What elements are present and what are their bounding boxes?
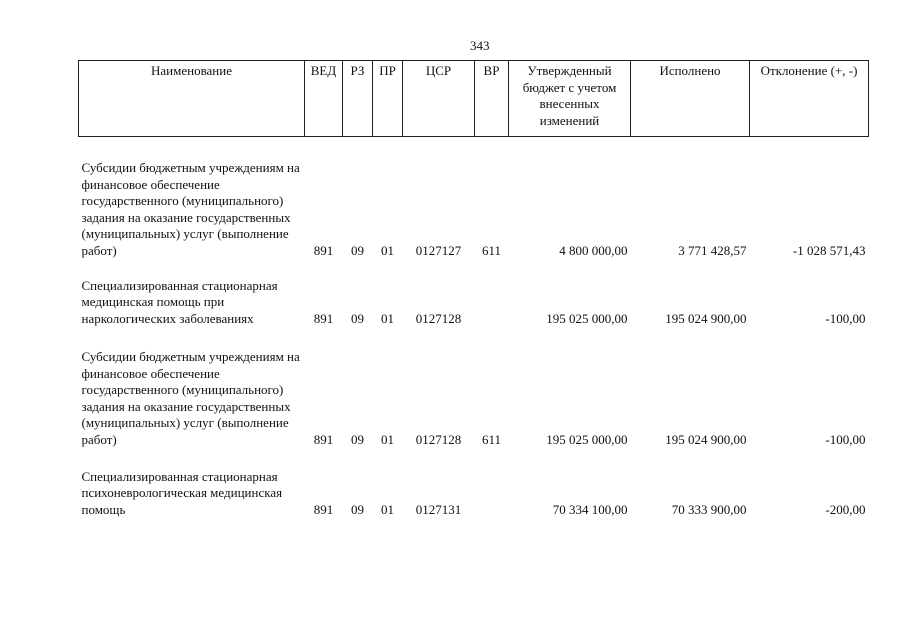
row-executed: 70 333 900,00 [671, 501, 747, 517]
row-executed: 3 771 428,57 [678, 242, 747, 258]
row-name: Специализированная стационарная психоневрологическая медицинская помощь [81, 468, 283, 517]
row-csr: 0127128 [415, 310, 462, 326]
row-name: Специализированная стационарная медицинская помощь при наркологических заболеваниях [81, 277, 278, 326]
row-deviation: -100,00 [825, 431, 866, 447]
header-vr: ВР [475, 61, 509, 137]
row-csr: 0127128 [415, 431, 462, 447]
row-approved: 195 025 000,00 [546, 310, 628, 326]
row-name: Субсидии бюджетным учреждениям на финансовое обеспечение государственного (муниципального) задания на оказание государственных (муниципальных) услуг (выполнение работ) [81, 160, 300, 258]
table-row [79, 259, 869, 327]
header-csr: ЦСР [403, 61, 475, 137]
row-rz: 09 [351, 431, 364, 447]
budget-table [78, 60, 869, 518]
row-vr [475, 259, 509, 327]
row-rz: 09 [351, 242, 364, 258]
table-row [79, 137, 869, 260]
row-rz: 09 [351, 310, 364, 326]
row-approved: 4 800 000,00 [559, 242, 628, 258]
row-ved: 891 [313, 431, 334, 447]
row-csr: 0127127 [415, 242, 462, 258]
row-approved: 195 025 000,00 [546, 431, 628, 447]
header-rz: РЗ [343, 61, 373, 137]
row-executed: 195 024 900,00 [665, 431, 747, 447]
row-vr [475, 448, 509, 518]
header-name: Наименование [79, 61, 305, 137]
row-approved: 70 334 100,00 [552, 501, 628, 517]
row-deviation: -200,00 [825, 501, 866, 517]
row-rz: 09 [351, 501, 364, 517]
table-row [79, 327, 869, 448]
row-name: Субсидии бюджетным учреждениям на финансовое обеспечение государственного (муниципального) задания на оказание государственных (муниципальных) услуг (выполнение работ) [81, 349, 300, 447]
table-row [79, 448, 869, 518]
header-pr: ПР [373, 61, 403, 137]
row-vr: 611 [481, 242, 502, 258]
header-approved: Утвержденный бюджет с учетом внесенных изменений [509, 61, 631, 137]
page-number: 343 [470, 38, 490, 53]
header-deviation: Отклонение (+, -) [750, 61, 869, 137]
row-ved: 891 [313, 310, 334, 326]
row-pr: 01 [381, 431, 394, 447]
row-pr: 01 [381, 501, 394, 517]
row-ved: 891 [313, 242, 334, 258]
row-deviation: -1 028 571,43 [792, 242, 866, 258]
table-header-row [79, 61, 869, 137]
row-executed: 195 024 900,00 [665, 310, 747, 326]
row-csr: 0127131 [415, 501, 462, 517]
header-executed: Исполнено [631, 61, 750, 137]
row-ved: 891 [313, 501, 334, 517]
header-ved: ВЕД [305, 61, 343, 137]
row-deviation: -100,00 [825, 310, 866, 326]
row-vr: 611 [481, 431, 502, 447]
row-pr: 01 [381, 242, 394, 258]
row-pr: 01 [381, 310, 394, 326]
